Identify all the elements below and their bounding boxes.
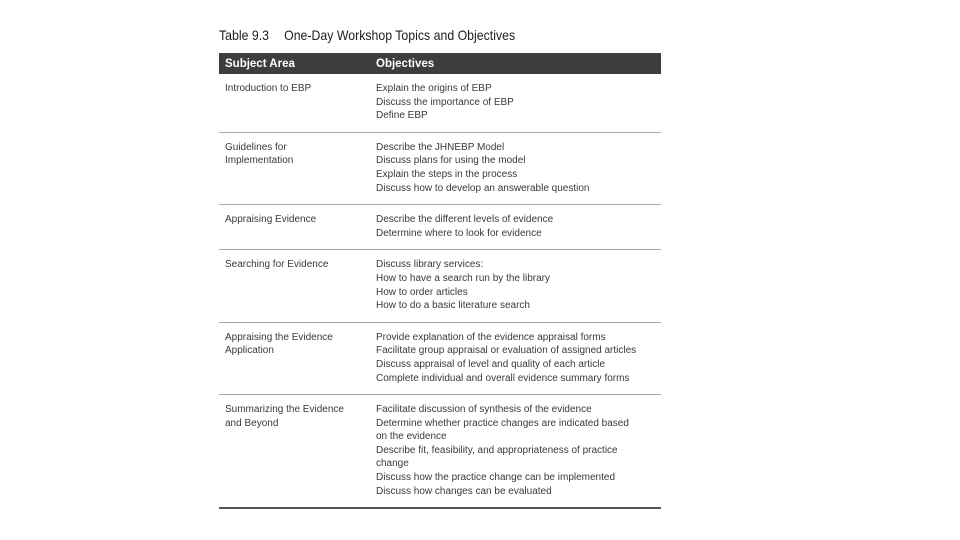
subject-text: Appraising Evidence [225,214,317,226]
subject-cell [219,132,370,204]
objective-item: Complete individual and overall evidence summary forms [376,372,630,384]
objective-item: How to order articles [376,286,468,298]
objective-item: Discuss library services: [376,259,484,271]
objective-item: Provide explanation of the evidence appraisal forms [376,331,606,343]
objective-item: Explain the origins of EBP [376,83,492,94]
header-subject-area: Subject Area [219,53,370,74]
header-objectives: Objectives [370,53,661,74]
objective-item: Discuss plans for using the model [376,155,526,167]
objective-item: Discuss how changes can be evaluated [376,485,552,497]
objectives-cell [370,322,661,394]
header-row [219,53,661,74]
table-row [219,132,661,204]
subject-cell [219,395,370,508]
objective-item: Describe the JHNEBP Model [376,141,505,153]
table-row [219,322,661,394]
objective-item: Discuss how to develop an answerable question [376,182,590,194]
topics-table [219,53,661,507]
table-header [219,53,661,74]
objective-item: Facilitate discussion of synthesis of the evidence [376,404,592,416]
objective-item: Discuss the importance of EBP [376,96,514,108]
objectives-cell [370,250,661,322]
subject-cell [219,205,370,250]
table-row [219,250,661,322]
objectives-cell [370,132,661,204]
objective-item: Describe fit, feasibility, and appropriateness of practice [376,444,618,456]
subject-cell [219,74,370,132]
objective-item: change [376,458,409,470]
objective-item: Facilitate group appraisal or evaluation of assigned articles [376,345,637,357]
table-number: Table 9.3 [219,27,270,43]
subject-cell [219,322,370,394]
objective-item: Describe the different levels of evidence [376,214,554,226]
objective-item: Discuss how the practice change can be implemented [376,472,616,484]
objectives-cell [370,205,661,250]
subject-text: Guidelines for Implementation [225,141,294,167]
table-row [219,74,661,132]
topics-table-container [219,53,661,509]
objective-item: How to do a basic literature search [376,300,530,312]
subject-text: Appraising the Evidence Application [225,331,333,357]
subject-text: Summarizing the Evidence and Beyond [225,404,344,429]
objective-item: Define EBP [376,110,428,122]
objective-item: on the evidence [376,431,447,443]
objective-item: Determine where to look for evidence [376,227,542,239]
table-row [219,395,661,508]
subject-text: Introduction to EBP [225,83,312,94]
subject-text: Searching for Evidence [225,259,329,271]
objective-item: How to have a search run by the library [376,272,550,284]
subject-cell [219,250,370,322]
objectives-cell [370,395,661,508]
objective-item: Determine whether practice changes are indicated based [376,417,629,429]
table-row [219,205,661,250]
table-body [219,74,661,507]
table-title: One-Day Workshop Topics and Objectives [284,27,516,43]
objectives-cell [370,74,661,132]
objective-item: Discuss appraisal of level and quality of each article [376,358,606,370]
objective-item: Explain the steps in the process [376,168,518,180]
table-caption [219,27,515,43]
